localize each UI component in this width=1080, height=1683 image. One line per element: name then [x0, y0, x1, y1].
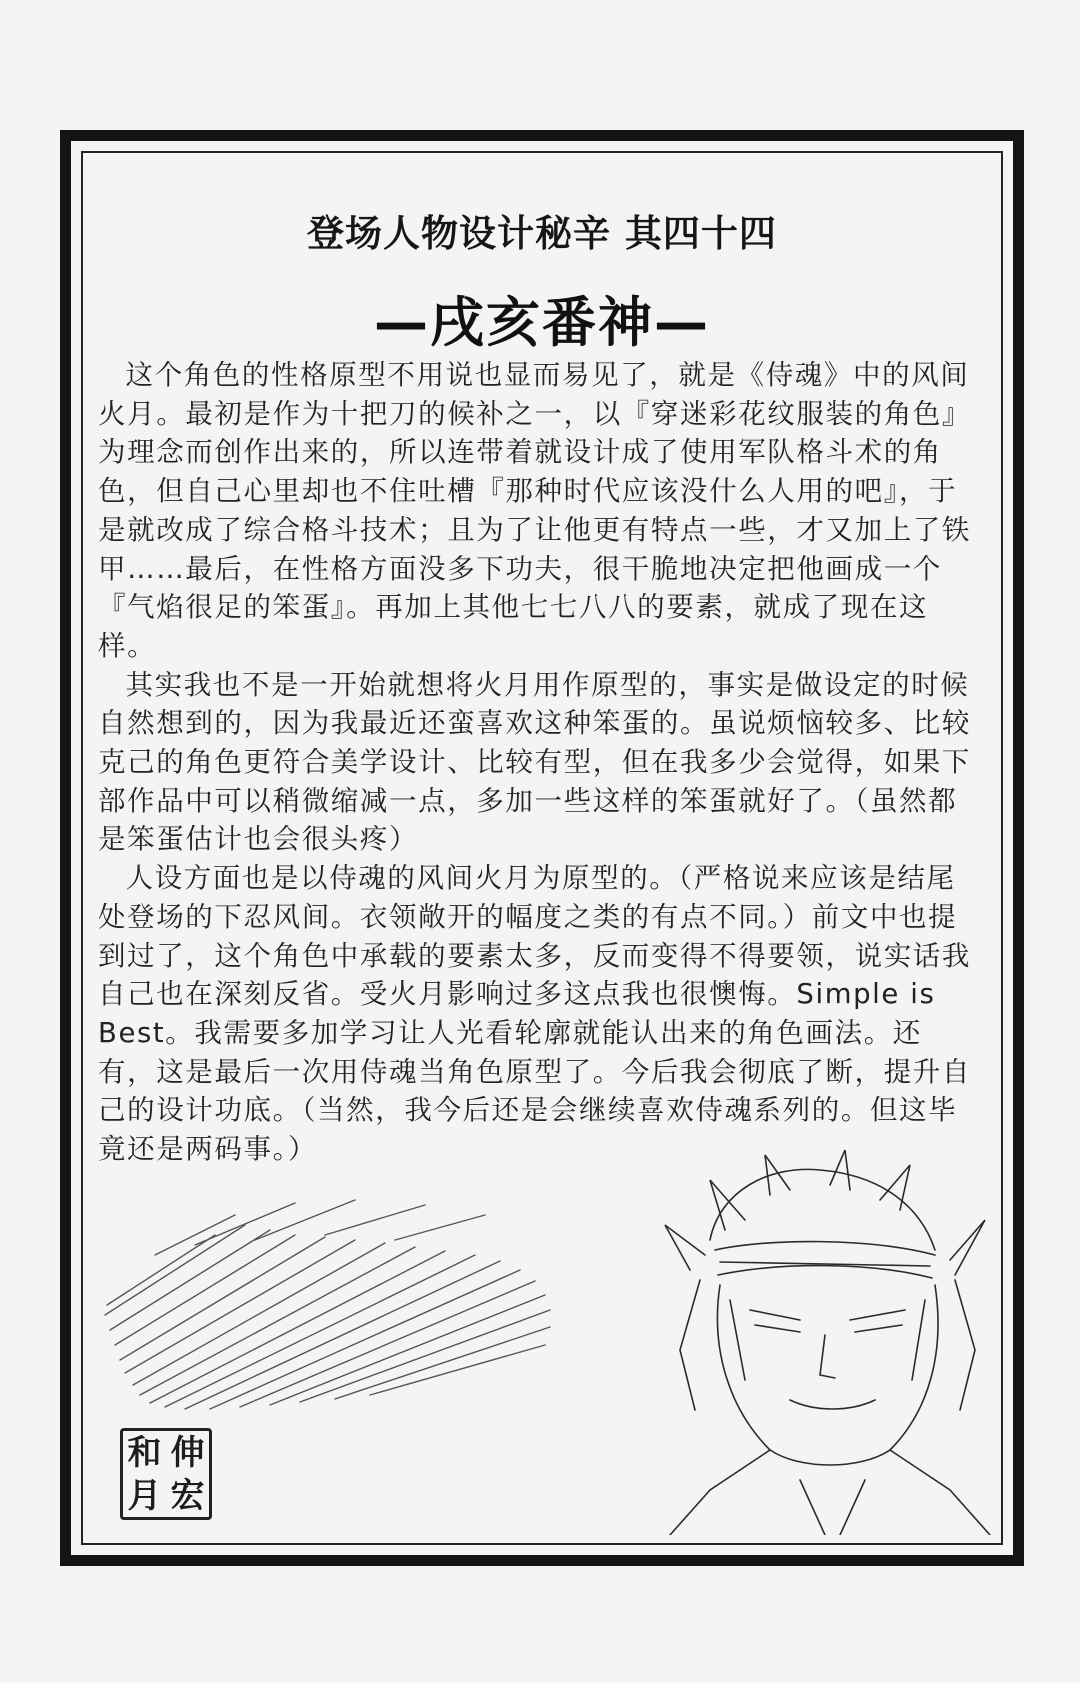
seal-char: 伸 — [170, 1432, 205, 1473]
character-sketch-illustration — [650, 1150, 1000, 1535]
paragraph-1: 这个角色的性格原型不用说也显而易见了，就是《侍魂》中的风间火月。最初是作为十把刀的候补之一，以『穿迷彩花纹服装的角色』为理念而创作出来的，所以连带着就设计成了使用军队格斗术的角色，但自己心里却也不住吐槽『那种时代应该没什么人用的吧』，于是就改成了综合格斗技术；且为了让他更有特点一些，才又加上了铁甲……最后，在性格方面没多下功夫，很干脆地决定把他画成一个『气焰很足的笨蛋』。再加上其他七七八八的要素，就成了现在这样。 — [98, 359, 971, 662]
seal-char: 月 — [127, 1475, 162, 1516]
page-heading: 登场人物设计秘辛 其四十四 — [307, 212, 777, 255]
artist-seal — [120, 1428, 212, 1520]
paragraph-3: 人设方面也是以侍魂的风间火月为原型的。（严格说来应该是结尾处登场的下忍风间。衣领敞开的幅度之类的有点不同。）前文中也提到过了，这个角色中承载的要素太多，反而变得不得要领，说实话我自己也在深刻反省。受火月影响过多这点我也很懊悔。Simple is Best。我需要多加学习让人光看轮廓就能认出来的角色画法。还有，这是最后一次用侍魂当角色原型了。今后我会彻底了断，提升自己的设计功底。（当然，我今后还是会继续喜欢侍魂系列的。但这毕竟还是两码事。） — [98, 862, 971, 1166]
seal-char: 和 — [127, 1432, 162, 1473]
page-subtitle: —戌亥番神— — [374, 291, 710, 354]
hatch-strokes-illustration — [95, 1195, 565, 1415]
body-text — [98, 356, 978, 1169]
seal-char: 宏 — [170, 1475, 205, 1516]
paragraph-2: 其实我也不是一开始就想将火月用作原型的，事实是做设定的时候自然想到的，因为我最近还蛮喜欢这种笨蛋的。虽说烦恼较多、比较克己的角色更符合美学设计、比较有型，但在我多少会觉得，如果下部作品中可以稍微缩减一点，多加一些这样的笨蛋就好了。（虽然都是笨蛋估计也会很头疼） — [98, 668, 971, 856]
